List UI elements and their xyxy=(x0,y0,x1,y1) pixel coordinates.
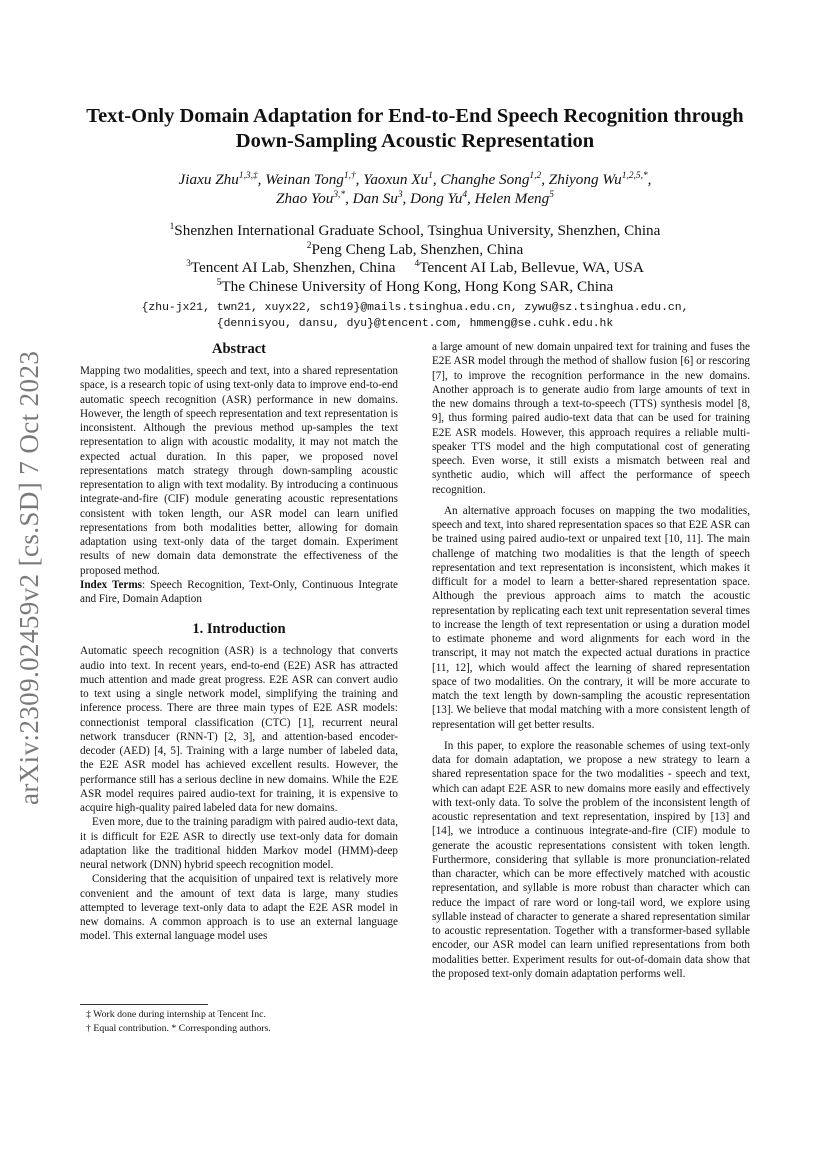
author: Jiaxu Zhu$^{1,3,\ddagger}$, xyxy=(178,170,266,188)
footnotes xyxy=(86,1008,398,1035)
author-list xyxy=(100,170,730,208)
affiliation: $^1$Shenzhen International Graduate School, Tsinghua University, Shenzhen, China xyxy=(169,221,661,239)
abstract-heading: Abstract xyxy=(212,341,266,357)
arxiv-stamp-text: arXiv:2309.02459v2 [cs.SD] 7 Oct 2023 xyxy=(14,350,44,805)
index-terms-label: Index Terms xyxy=(80,578,142,591)
author: Helen Meng$^5$ xyxy=(474,189,554,207)
author: Weinan Tong$^{1,\dagger}$, xyxy=(265,170,364,188)
introduction-heading: 1. Introduction xyxy=(192,621,286,638)
abstract-body: Mapping two modalities, speech and text, into a shared representation space, is a research topic of using text-only data to improve end-to-end automatic speech recognition (ASR) performance in new domains. However, the length of speech representation and text representation is inconsistent. Although the previous method up-samples the text representation to align with acoustic modality, it may not match the expected actual duration. In this paper, we proposed novel representations match strategy through down-sampling acoustic representation to align with text modality. By introducing a continuous integrate-and-fire (CIF) module generating acoustic representations consistent with token length, our ASR model can learn unified representations from both modalities better, allowing for domain adaptation using text-only data of the target domain. Experiment results of new domain data demonstrate the effectiveness of the proposed method. xyxy=(80,365,398,577)
footnote-divider xyxy=(80,1004,208,1005)
author: Yaoxun Xu$^1$, xyxy=(363,170,441,188)
affiliation-row: $^3$Tencent AI Lab, Shenzhen, China $^4$Tencent AI Lab, Bellevue, WA, USA xyxy=(186,259,644,277)
left-column xyxy=(80,340,398,944)
author: Dan Su$^3$, xyxy=(352,189,411,207)
right-column xyxy=(432,340,750,981)
paragraph: a large amount of new domain unpaired text for training and fuses the E2E ASR model through the method of shallow fusion [6] or rescoring [7], to improve the recognition performance in the new domains. Another approach is to generate audio from large amounts of text in the new domains through a text-to-speech (TTS) synthesis model [8, 9], thus forming paired audio-text data that can be used for training E2E ASR models. However, this approach requires a reliable multi-speaker TTS model and the high computational cost of generating speech. Even worse, it still exists a mismatch between real and synthetic audio, which will affect the performance of speech recognition. xyxy=(432,341,750,496)
paper-title: Text-Only Domain Adaptation for End-to-End Speech Recognition through Down-Sampling Acoustic Representation xyxy=(86,105,744,152)
index-terms-text: : Speech Recognition, Text-Only, Continuous Integrate and Fire, Domain Adaption xyxy=(80,578,398,605)
author-emails xyxy=(80,300,750,332)
affiliation: $^5$The Chinese University of Hong Kong, Hong Kong SAR, China xyxy=(216,277,614,295)
footnote: † Equal contribution. * Corresponding authors. xyxy=(86,1022,271,1034)
affiliations xyxy=(100,222,730,296)
author: Changhe Song$^{1,2}$, xyxy=(440,170,549,188)
author: Zhao You$^{3,*}$, xyxy=(276,189,353,207)
paragraph: Even more, due to the training paradigm with paired audio-text data, it is difficult for E2E ASR to directly use text-only data for domain adaptation like the traditional hidden Markov model (HMM)-deep neural network (DNN) hybrid speech recognition model. xyxy=(80,816,398,871)
email-line: {dennisyou, dansu, dyu}@tencent.com, hmmeng@se.cuhk.edu.hk xyxy=(216,318,614,330)
affiliation: $^2$Peng Cheng Lab, Shenzhen, China xyxy=(306,240,524,258)
author: Dong Yu$^4$, xyxy=(410,189,475,207)
paragraph: Considering that the acquisition of unpaired text is relatively more convenient and the amount of text data is large, many studies attempted to leverage text-only data to adapt the E2E ASR model in new domains. A common approach is to use an external language model. This external language model uses xyxy=(80,873,398,943)
email-line: {zhu-jx21, twn21, xuyx22, sch19}@mails.tsinghua.edu.cn, zywu@sz.tsinghua.edu.cn, xyxy=(141,302,689,314)
author: Zhiyong $Wu^{1,2,5,*}$, xyxy=(548,170,652,188)
paragraph: In this paper, to explore the reasonable schemes of using text-only data for domain adaptation, we propose a new strategy to learn a shared representation space for the two modalities - speech and text, which can adapt E2E ASR to new domains more easily and effectively with text-only data. To solve the problem of the inconsistent length of acoustic representation and text representation, inspired by [13] and [14], we introduce a continuous integrate-and-fire (CIF) module to generate the acoustic representations consistent with token length. Furthermore, considering that syllable is more pronunciation-related than character, which can be more effectively matched with acoustic representation, and syllable is more robust than character which can reduce the impact of rare word or long-tail word, we explore using syllable instead of character to generate a shared representation similar to acoustic representation. Together with a transformer-based syllable encoder, our ASR model can learn unified representations from both modalities better. Experiment results for out-of-domain data show that the proposed text-only domain adaptation performs well. xyxy=(432,739,750,980)
arxiv-stamp xyxy=(14,350,54,805)
footnote: ‡ Work done during internship at Tencent Inc. xyxy=(86,1009,266,1020)
index-terms xyxy=(80,578,398,607)
paragraph: Automatic speech recognition (ASR) is a technology that converts audio into text. In recent years, end-to-end (E2E) ASR has attracted much attention and made great progress. E2E ASR can convert audio to text using a single network model, simplifying the training and inference process. There are three main types of E2E ASR models: connectionist temporal classification (CTC) [1], recurrent neural network transducer (RNN-T) [2, 3], and attention-based encoder-decoder (AED) [4, 5]. Training with a large number of labeled data, the E2E ASR model has achieved excellent results. However, the performance still has a serious decline in new domains. While the E2E ASR model requires paired audio-text for training, it is expensive to acquire high-quality paired labeled data for new domains. xyxy=(80,645,398,814)
paragraph: An alternative approach focuses on mapping the two modalities, speech and text, into shared representation spaces so that E2E ASR can be trained using paired audio-text or unpaired text [10, 11]. The main challenge of matching two modalities is that the length of speech representation and text representation is inconsistent, which makes it difficult for a model to learn a better-shared representation space. Although the previous approach aims to match the acoustic representation by replicating each text unit representation several times to increase the length of text representation or using a duration model to estimate phoneme and word alignments for each word in the transcript, it may not match the expected actual durations in practice [11, 12], which would affect the learning of shared representation space of two modalities. On the contrary, it will be more accurate to match the text length by down-sampling the acoustic representation [13]. We believe that modal matching with a more consistent length of representation will get better results. xyxy=(432,504,750,731)
